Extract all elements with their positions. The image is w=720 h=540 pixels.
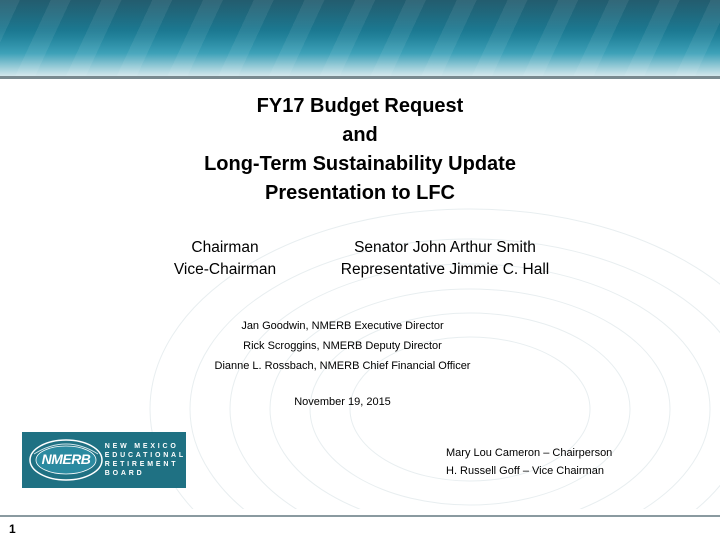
- officer-role: Chairman: [191, 239, 259, 256]
- officer-row-chairman: [150, 237, 590, 259]
- nmerb-logo: [22, 432, 186, 488]
- officer-name: Representative Jimmie C. Hall: [340, 261, 550, 278]
- board-officers: [446, 444, 696, 480]
- slide-footer: [0, 517, 720, 540]
- presentation-date: November 19, 2015: [294, 396, 391, 408]
- header-shine: [0, 0, 720, 38]
- logo-line: NEW MEXICO: [104, 443, 179, 450]
- officer-name: Senator John Arthur Smith: [354, 239, 536, 256]
- lfc-officers: [150, 237, 590, 281]
- presenter-item: Dianne L. Rossbach, NMERB Chief Financial Officer: [214, 360, 471, 372]
- logo-line: EDUCATIONAL: [104, 452, 186, 459]
- logo-acronym: NMERB: [41, 451, 91, 467]
- title-line-3: Long-Term Sustainability Update: [204, 153, 516, 175]
- slide-title: [60, 92, 660, 208]
- nmerb-emblem: [22, 432, 103, 488]
- officer-row-vice-chairman: [150, 259, 590, 281]
- slide-number: 1: [9, 522, 16, 536]
- title-line-4: Presentation to LFC: [264, 182, 455, 204]
- logo-line: RETIREMENT: [104, 461, 179, 468]
- header-band: [0, 0, 720, 76]
- presenter-list: [160, 316, 525, 376]
- presenter-item: Rick Scroggins, NMERB Deputy Director: [243, 340, 442, 352]
- board-member: H. Russell Goff – Vice Chairman: [446, 465, 604, 477]
- title-line-2: and: [342, 124, 378, 146]
- presenter-item: Jan Goodwin, NMERB Executive Director: [241, 320, 444, 332]
- officer-role: Vice-Chairman: [173, 261, 277, 278]
- board-member: Mary Lou Cameron – Chairperson: [446, 447, 613, 459]
- logo-wordmark: [105, 442, 186, 478]
- title-line-1: FY17 Budget Request: [256, 95, 464, 117]
- logo-line: BOARD: [104, 470, 145, 477]
